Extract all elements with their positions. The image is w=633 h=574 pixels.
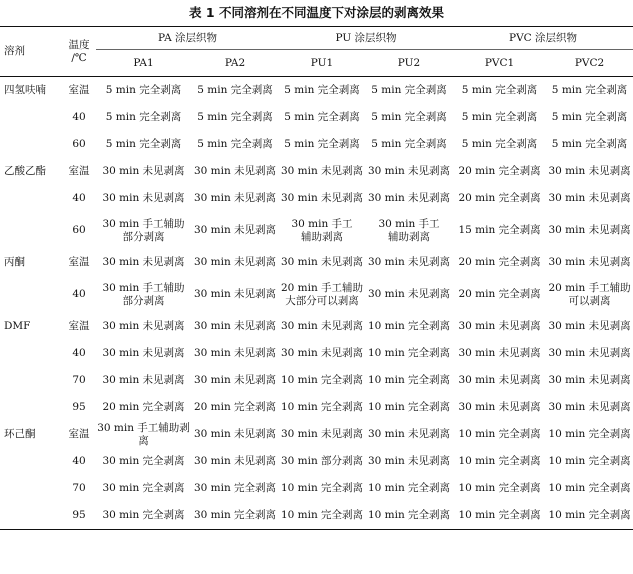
result-cell <box>191 212 279 249</box>
result-cell <box>453 185 546 212</box>
result-cell <box>453 212 546 249</box>
table-row <box>0 158 633 185</box>
result-cell <box>191 104 279 131</box>
result-cell <box>453 340 546 367</box>
result-text: 30 min 未见剥离 <box>548 401 631 413</box>
result-text: 30 min 未见剥离 <box>193 320 277 332</box>
result-text: 30 min 部分剥离 <box>280 455 364 467</box>
header-col-pvc1: PVC1 <box>453 50 546 77</box>
result-cell <box>191 421 279 448</box>
solvent-cell-empty <box>0 185 62 212</box>
header-col-pu2: PU2 <box>365 50 453 77</box>
result-text: 30 min 未见剥离 <box>367 428 451 440</box>
result-text: 20 min 完全剥离 <box>193 401 277 413</box>
result-cell <box>96 367 191 394</box>
temperature-cell: 70 <box>72 374 86 386</box>
result-cell <box>96 421 191 448</box>
result-text: 10 min 完全剥离 <box>548 509 631 521</box>
result-text: 30 min 未见剥离 <box>280 192 364 204</box>
temperature-cell: 95 <box>72 401 86 413</box>
result-text: 5 min 完全剥离 <box>551 138 628 150</box>
result-cell <box>365 131 453 158</box>
result-text: 30 min 未见剥离 <box>280 347 364 359</box>
result-cell <box>365 276 453 313</box>
result-cell <box>365 340 453 367</box>
result-text: 20 min 完全剥离 <box>458 256 541 268</box>
result-text: 5 min 完全剥离 <box>551 84 628 96</box>
result-text: 5 min 完全剥离 <box>371 84 447 96</box>
result-text: 30 min 完全剥离 <box>102 455 185 467</box>
solvent-cell-empty <box>0 131 62 158</box>
result-cell <box>546 502 633 530</box>
result-text: 20 min 手工辅助 可以剥离 <box>548 281 631 307</box>
result-text: 30 min 完全剥离 <box>102 482 185 494</box>
result-text: 30 min 完全剥离 <box>102 509 185 521</box>
table-row <box>0 77 633 105</box>
result-text: 30 min 未见剥离 <box>102 320 185 332</box>
result-cell <box>279 421 365 448</box>
result-text: 30 min 未见剥离 <box>548 347 631 359</box>
solvent-cell-empty <box>0 212 62 249</box>
result-text: 30 min 完全剥离 <box>193 482 277 494</box>
temperature-cell: 室温 <box>68 84 90 96</box>
result-cell <box>279 448 365 475</box>
result-text: 5 min 完全剥离 <box>105 111 182 123</box>
table-row <box>0 104 633 131</box>
solvent-cell-empty <box>0 340 62 367</box>
result-cell <box>279 475 365 502</box>
result-cell <box>453 367 546 394</box>
solvent-name: 丙酮 <box>4 256 25 268</box>
result-text: 30 min 未见剥离 <box>548 320 631 332</box>
solvent-cell-empty <box>0 104 62 131</box>
result-text: 30 min 未见剥离 <box>193 347 277 359</box>
result-cell <box>546 249 633 276</box>
result-text: 10 min 完全剥离 <box>367 374 451 386</box>
result-text: 5 min 完全剥离 <box>284 111 360 123</box>
result-text: 5 min 完全剥离 <box>197 84 273 96</box>
result-cell <box>279 131 365 158</box>
result-cell <box>365 158 453 185</box>
result-text: 10 min 完全剥离 <box>367 347 451 359</box>
result-text: 30 min 未见剥离 <box>193 256 277 268</box>
result-cell <box>279 212 365 249</box>
temperature-cell: 40 <box>72 288 86 300</box>
result-cell <box>546 313 633 340</box>
result-cell <box>191 502 279 530</box>
result-text: 30 min 手工辅助 部分剥离 <box>102 281 185 307</box>
table-row <box>0 276 633 313</box>
header-temperature-unit: /℃ <box>71 51 87 64</box>
result-cell <box>96 158 191 185</box>
result-text: 30 min 未见剥离 <box>280 256 364 268</box>
header-col-pa1: PA1 <box>96 50 191 77</box>
result-cell <box>96 394 191 421</box>
result-cell <box>453 77 546 105</box>
results-table <box>0 26 633 530</box>
result-text: 10 min 完全剥离 <box>458 428 541 440</box>
result-text: 30 min 未见剥离 <box>193 165 277 177</box>
result-text: 30 min 未见剥离 <box>102 165 185 177</box>
header-group-pa: PA 涂层织物 <box>96 27 279 50</box>
table-row <box>0 367 633 394</box>
result-text: 30 min 未见剥离 <box>102 192 185 204</box>
table-row <box>0 212 633 249</box>
table-row <box>0 502 633 530</box>
result-text: 5 min 完全剥离 <box>197 111 273 123</box>
result-cell <box>453 158 546 185</box>
table-row <box>0 448 633 475</box>
result-cell <box>96 502 191 530</box>
solvent-name: 环己酮 <box>4 428 36 440</box>
result-text: 5 min 完全剥离 <box>371 138 447 150</box>
result-text: 30 min 未见剥离 <box>102 374 185 386</box>
table-row <box>0 421 633 448</box>
result-text: 5 min 完全剥离 <box>551 111 628 123</box>
result-text: 30 min 未见剥离 <box>193 192 277 204</box>
result-cell <box>96 131 191 158</box>
result-text: 30 min 未见剥离 <box>367 288 451 300</box>
temperature-cell: 室温 <box>68 320 90 332</box>
header-group-pvc: PVC 涂层织物 <box>453 27 633 50</box>
temperature-cell: 40 <box>72 455 86 467</box>
result-text: 30 min 未见剥离 <box>193 288 277 300</box>
result-text: 30 min 未见剥离 <box>458 374 541 386</box>
result-cell <box>453 475 546 502</box>
result-cell <box>546 448 633 475</box>
solvent-cell-empty <box>0 367 62 394</box>
solvent-cell-empty <box>0 475 62 502</box>
result-text: 30 min 未见剥离 <box>193 224 277 236</box>
result-cell <box>453 249 546 276</box>
result-cell <box>546 185 633 212</box>
solvent-name: 乙酸乙酯 <box>4 165 46 177</box>
result-text: 30 min 未见剥离 <box>367 455 451 467</box>
result-cell <box>365 249 453 276</box>
result-cell <box>279 185 365 212</box>
result-cell <box>453 502 546 530</box>
result-text: 10 min 完全剥离 <box>280 482 364 494</box>
result-cell <box>279 340 365 367</box>
header-solvent: 溶剂 <box>0 27 62 77</box>
solvent-name: DMF <box>4 320 31 332</box>
result-text: 30 min 未见剥离 <box>367 192 451 204</box>
result-text: 30 min 未见剥离 <box>280 320 364 332</box>
temperature-cell: 60 <box>72 224 86 236</box>
result-text: 30 min 手工辅助剥离 <box>97 421 190 447</box>
result-cell <box>365 421 453 448</box>
result-text: 30 min 手工辅助 部分剥离 <box>102 217 185 243</box>
result-text: 30 min 未见剥离 <box>548 165 631 177</box>
temperature-cell: 60 <box>72 138 86 150</box>
result-text: 10 min 完全剥离 <box>367 320 451 332</box>
result-cell <box>96 448 191 475</box>
result-cell <box>546 158 633 185</box>
solvent-cell-empty <box>0 276 62 313</box>
temperature-cell: 95 <box>72 509 86 521</box>
result-cell <box>453 276 546 313</box>
header-col-pu1: PU1 <box>279 50 365 77</box>
result-cell <box>191 158 279 185</box>
result-text: 30 min 未见剥离 <box>193 374 277 386</box>
result-cell <box>365 77 453 105</box>
result-cell <box>279 276 365 313</box>
header-col-pvc2: PVC2 <box>546 50 633 77</box>
result-text: 30 min 未见剥离 <box>548 256 631 268</box>
temperature-cell: 室温 <box>68 428 90 440</box>
result-cell <box>365 104 453 131</box>
result-cell <box>96 212 191 249</box>
result-text: 30 min 未见剥离 <box>458 401 541 413</box>
temperature-cell: 室温 <box>68 165 90 177</box>
table-row <box>0 340 633 367</box>
table-row <box>0 394 633 421</box>
result-text: 30 min 手工 辅助剥离 <box>378 217 440 243</box>
result-cell <box>279 77 365 105</box>
result-cell <box>546 367 633 394</box>
result-cell <box>546 77 633 105</box>
result-text: 10 min 完全剥离 <box>458 455 541 467</box>
result-cell <box>453 448 546 475</box>
result-text: 10 min 完全剥离 <box>548 428 631 440</box>
header-temperature-label: 温度 <box>68 38 90 51</box>
result-cell <box>191 185 279 212</box>
result-cell <box>279 313 365 340</box>
result-cell <box>546 131 633 158</box>
result-text: 30 min 未见剥离 <box>458 320 541 332</box>
result-cell <box>546 276 633 313</box>
result-text: 30 min 完全剥离 <box>193 509 277 521</box>
result-cell <box>191 249 279 276</box>
result-text: 30 min 未见剥离 <box>548 374 631 386</box>
result-cell <box>365 502 453 530</box>
header-group-pu: PU 涂层织物 <box>279 27 453 50</box>
result-text: 5 min 完全剥离 <box>105 138 182 150</box>
temperature-cell: 40 <box>72 347 86 359</box>
result-cell <box>191 313 279 340</box>
temperature-cell: 40 <box>72 192 86 204</box>
result-cell <box>279 394 365 421</box>
result-text: 30 min 手工 辅助剥离 <box>291 217 353 243</box>
result-text: 30 min 未见剥离 <box>367 256 451 268</box>
result-cell <box>546 104 633 131</box>
temperature-cell: 70 <box>72 482 86 494</box>
result-cell <box>546 212 633 249</box>
result-cell <box>365 185 453 212</box>
result-cell <box>96 475 191 502</box>
result-cell <box>191 367 279 394</box>
table-row <box>0 185 633 212</box>
temperature-cell: 40 <box>72 111 86 123</box>
solvent-name: 四氢呋喃 <box>4 84 46 96</box>
result-text: 10 min 完全剥离 <box>280 374 364 386</box>
result-text: 5 min 完全剥离 <box>197 138 273 150</box>
result-cell <box>191 475 279 502</box>
table-body <box>0 77 633 530</box>
result-cell <box>365 475 453 502</box>
result-text: 5 min 完全剥离 <box>461 138 538 150</box>
result-cell <box>279 367 365 394</box>
result-text: 20 min 完全剥离 <box>458 288 541 300</box>
table-row <box>0 475 633 502</box>
result-text: 10 min 完全剥离 <box>548 482 631 494</box>
result-text: 30 min 未见剥离 <box>458 347 541 359</box>
result-cell <box>365 394 453 421</box>
result-text: 5 min 完全剥离 <box>371 111 447 123</box>
result-cell <box>96 77 191 105</box>
result-text: 10 min 完全剥离 <box>548 455 631 467</box>
result-cell <box>191 131 279 158</box>
result-cell <box>453 131 546 158</box>
result-text: 20 min 完全剥离 <box>458 165 541 177</box>
result-text: 5 min 完全剥离 <box>284 138 360 150</box>
result-text: 20 min 完全剥离 <box>102 401 185 413</box>
result-cell <box>546 421 633 448</box>
result-text: 20 min 完全剥离 <box>458 192 541 204</box>
table-caption: 表 1 不同溶剂在不同温度下对涂层的剥离效果 <box>189 5 444 20</box>
result-text: 10 min 完全剥离 <box>280 401 364 413</box>
result-cell <box>96 249 191 276</box>
result-text: 20 min 手工辅助 大部分可以剥离 <box>280 281 364 307</box>
result-cell <box>546 475 633 502</box>
result-cell <box>365 313 453 340</box>
result-cell <box>365 448 453 475</box>
result-cell <box>279 249 365 276</box>
result-text: 10 min 完全剥离 <box>367 509 451 521</box>
result-text: 30 min 未见剥离 <box>548 224 631 236</box>
result-text: 5 min 完全剥离 <box>461 84 538 96</box>
result-text: 30 min 未见剥离 <box>193 455 277 467</box>
result-cell <box>191 394 279 421</box>
header-col-pa2: PA2 <box>191 50 279 77</box>
solvent-cell-empty <box>0 394 62 421</box>
result-cell <box>96 340 191 367</box>
result-cell <box>453 313 546 340</box>
result-text: 30 min 未见剥离 <box>280 165 364 177</box>
result-text: 30 min 未见剥离 <box>367 165 451 177</box>
table-row <box>0 249 633 276</box>
result-cell <box>279 502 365 530</box>
result-text: 5 min 完全剥离 <box>461 111 538 123</box>
result-cell <box>453 421 546 448</box>
result-text: 30 min 未见剥离 <box>102 256 185 268</box>
result-cell <box>96 104 191 131</box>
result-text: 10 min 完全剥离 <box>367 401 451 413</box>
result-cell <box>191 77 279 105</box>
result-cell <box>96 313 191 340</box>
result-cell <box>453 394 546 421</box>
result-cell <box>96 276 191 313</box>
header-temperature <box>62 27 96 77</box>
result-cell <box>191 340 279 367</box>
result-cell <box>546 394 633 421</box>
result-text: 30 min 未见剥离 <box>193 428 277 440</box>
solvent-cell-empty <box>0 502 62 530</box>
result-text: 10 min 完全剥离 <box>458 509 541 521</box>
table-row <box>0 313 633 340</box>
result-text: 15 min 完全剥离 <box>458 224 541 236</box>
table-row <box>0 131 633 158</box>
result-cell <box>279 158 365 185</box>
result-cell <box>96 185 191 212</box>
result-cell <box>191 276 279 313</box>
result-cell <box>279 104 365 131</box>
result-text: 5 min 完全剥离 <box>105 84 182 96</box>
result-text: 10 min 完全剥离 <box>280 509 364 521</box>
result-text: 30 min 未见剥离 <box>548 192 631 204</box>
temperature-cell: 室温 <box>68 256 90 268</box>
result-cell <box>191 448 279 475</box>
result-cell <box>453 104 546 131</box>
result-text: 10 min 完全剥离 <box>367 482 451 494</box>
solvent-cell-empty <box>0 448 62 475</box>
result-cell <box>365 212 453 249</box>
result-cell <box>365 367 453 394</box>
result-cell <box>546 340 633 367</box>
result-text: 30 min 未见剥离 <box>102 347 185 359</box>
result-text: 30 min 未见剥离 <box>280 428 364 440</box>
result-text: 5 min 完全剥离 <box>284 84 360 96</box>
result-text: 10 min 完全剥离 <box>458 482 541 494</box>
